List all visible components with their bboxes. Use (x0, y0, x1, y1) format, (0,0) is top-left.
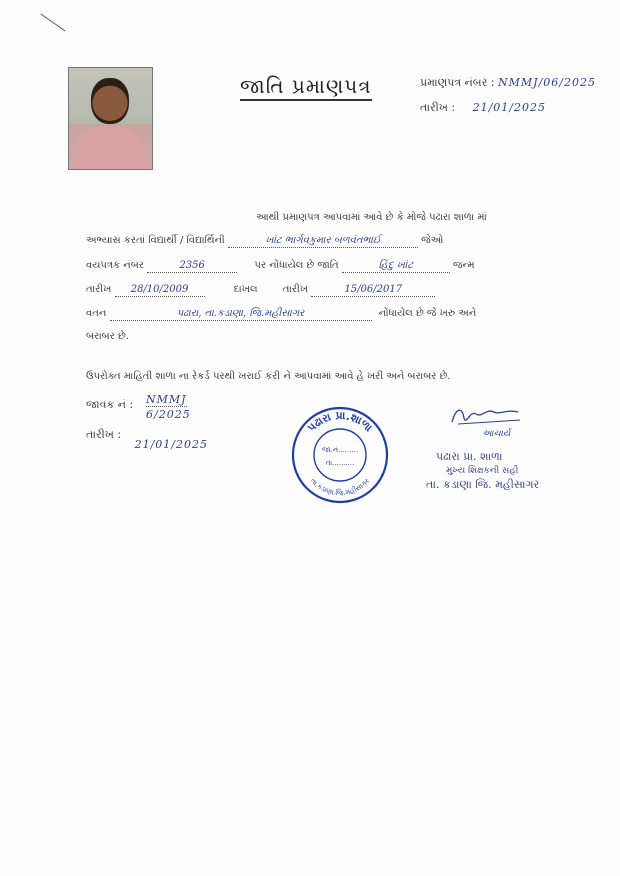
signatory-school: પઢારા પ્રા. શાળા (436, 450, 503, 463)
outward-number-label: જાવક નં : (86, 398, 134, 411)
student-suffix: જેઓ (421, 235, 444, 246)
native-suffix: નોંધાયેલ છે જે ખરુ અને (378, 308, 477, 319)
intro-line: આથી પ્રમાણપત્ર આપવામાં આવે છે કે મોજે પઢારા શાળા માં (256, 212, 487, 223)
line-end: બરાબર છે. (86, 331, 129, 342)
outward-block (86, 393, 208, 451)
native-label: વતન (86, 308, 107, 319)
seal-bottom-text: તા.કડાણા.જિ.મહીસાગર (308, 476, 372, 498)
certificate-date (420, 101, 546, 115)
native-line (86, 308, 476, 321)
seal-line-1: જા.નં......... (321, 446, 359, 454)
certificate-number (420, 76, 596, 90)
student-label: અભ્યાસ કરતાં વિદ્યાર્થી / વિદ્યાર્થિની (86, 235, 225, 246)
photo-face (91, 78, 129, 124)
dob-label: તારીખ (86, 284, 112, 295)
outward-date-label: તારીખ : (86, 428, 122, 441)
photo-shirt (75, 126, 145, 170)
student-name: ખાંટ ભાર્ગવકુમાર બળવંતભાઈ (228, 235, 418, 248)
fold-mark (40, 13, 65, 31)
register-label: વયપત્રક નંબર (86, 260, 144, 271)
outward-date-value: 21/01/2025 (134, 438, 208, 451)
student-photo (68, 67, 153, 170)
certificate-date-label: તારીખ : (420, 101, 456, 114)
dates-line (86, 284, 435, 297)
register-line (86, 260, 475, 273)
certificate-number-label: પ્રમાણપત્ર નંબર : (420, 76, 495, 89)
signature-text: આચાર્ય (482, 429, 511, 439)
signatory-place: તા. કડાણા જિ. મહીસાગર (426, 478, 540, 491)
seal-outer-ring (293, 408, 387, 502)
seal-inner-ring (314, 429, 366, 481)
caste-value: હિંદુ ખાંટ (342, 260, 450, 273)
dob-value: 28/10/2009 (115, 284, 205, 297)
birth-suffix: જન્મ (453, 260, 475, 271)
page-title: જાતિ પ્રમાણપત્ર (240, 74, 372, 101)
confirm-line: ઉપરોક્ત માહિતી શાળા ના રેકર્ડ પરથી ખરાઈ કરી ને આપવામાં આવે હે ખરી અને બરાબર છે. (86, 371, 451, 382)
native-value: પઢારા, તા.કડાણા, જિ.મહીસાગર (110, 308, 372, 321)
seal-top-text: પઢારા પ્રા.શાળા (304, 408, 375, 435)
principal-signature (448, 400, 528, 440)
school-seal (290, 405, 390, 505)
outward-number-line2: 6/2025 (146, 408, 191, 421)
register-number: 2356 (147, 260, 237, 273)
caste-label: પર નોંધાયેલ છે જાતિ (254, 260, 339, 271)
admission-date-label: તારીખ (282, 284, 309, 295)
certificate-date-value: 21/01/2025 (472, 101, 546, 114)
student-line (86, 235, 443, 248)
signatory-role: મુખ્ય શિક્ષકની સહી (446, 466, 519, 476)
seal-line-2: તા.......... (325, 459, 355, 467)
outward-number-line1: NMMJ (146, 393, 187, 406)
certificate-number-value: NMMJ/06/2025 (498, 76, 596, 89)
admission-label: દાખલ (233, 284, 258, 295)
admission-date-value: 15/06/2017 (311, 284, 435, 297)
